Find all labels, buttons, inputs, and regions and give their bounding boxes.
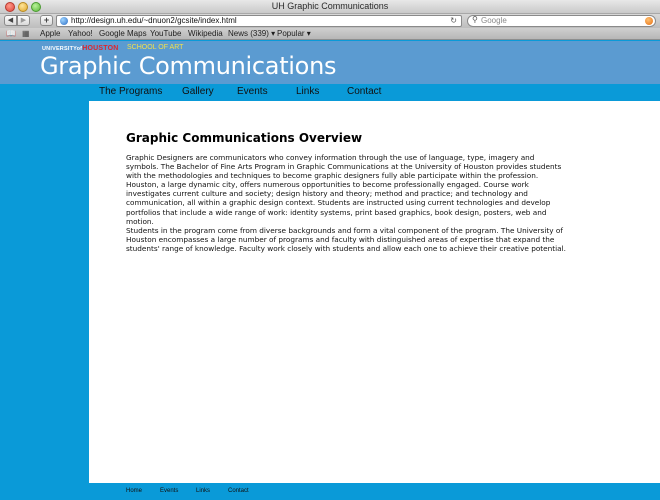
bookmark-google-maps[interactable]: Google Maps <box>99 29 147 38</box>
nav-item-the-programs[interactable]: The Programs <box>99 86 163 97</box>
nav-item-links[interactable]: Links <box>296 86 320 97</box>
plus-icon: + <box>43 15 50 25</box>
bookmarks-bar <box>0 28 660 40</box>
forward-arrow-icon: ▶ <box>20 17 27 24</box>
main-nav <box>0 84 660 101</box>
nav-item-gallery[interactable]: Gallery <box>182 86 214 97</box>
bookmark-yahoo[interactable]: Yahoo! <box>68 29 93 38</box>
nav-item-contact[interactable]: Contact <box>347 86 382 97</box>
overview-text <box>126 153 566 253</box>
footer-link-home[interactable]: Home <box>126 488 143 494</box>
university-prefix: UNIVERSITYof <box>42 46 83 52</box>
university-name: HOUSTON <box>82 45 119 52</box>
content-panel <box>89 101 660 483</box>
reload-icon[interactable]: ↻ <box>450 16 457 25</box>
snapback-icon[interactable] <box>645 17 653 25</box>
back-button[interactable] <box>4 15 17 26</box>
bookmark-wikipedia[interactable]: Wikipedia <box>188 29 223 38</box>
school-of-art-label[interactable]: SCHOOL OF ART <box>127 44 184 51</box>
window-titlebar <box>0 0 660 14</box>
bookmark-news[interactable]: News (339) ▾ <box>228 29 276 38</box>
forward-button[interactable] <box>17 15 30 26</box>
footer-link-contact[interactable]: Contact <box>228 488 249 494</box>
overview-paragraph-2: Students in the program come from diverse backgrounds and form a vital component of the program. The University of Houston encompasses a large number of programs and faculty with distinguished areas of expertise that expand the students' range of knowledge. Faculty work closely with students and allow each one to achieve their creative potential. <box>126 225 566 253</box>
footer-link-links[interactable]: Links <box>196 488 211 494</box>
site-footer <box>0 483 660 500</box>
url-text[interactable]: http://design.uh.edu/~dnuon2/gcsite/index.html <box>71 16 237 25</box>
bookmark-popular[interactable]: Popular ▾ <box>277 29 311 38</box>
book-icon[interactable]: 📖 <box>6 29 16 38</box>
overview-paragraph-1: Graphic Designers are communicators who convey information through the use of language, type, imagery and symbols. The Bachelor of Fine Arts Program in Graphic Communications at the University of Houston provides students with the methodologies and techniques to become graphic designers fully able participate within the profession. Houston, a large dynamic city, offers numerous opportunities to become professionally engaged. Course work investigates current culture and society; design history and theory; method and practice; and technology and communication, all within a graphic design context. Students are instructed using current technologies and develop portfolios that include a wide range of work: identity systems, print based graphics, book design, posters, web and motion. <box>126 153 562 226</box>
site-title[interactable]: Graphic Communications <box>40 52 337 80</box>
grid-icon[interactable]: ▦ <box>22 29 30 38</box>
globe-icon <box>60 17 68 25</box>
bookmark-youtube[interactable]: YouTube <box>150 29 182 38</box>
search-field[interactable] <box>467 15 656 27</box>
window-title: UH Graphic Communications <box>271 1 389 11</box>
nav-item-events[interactable]: Events <box>237 86 268 97</box>
page-title: Graphic Communications Overview <box>126 131 363 145</box>
university-logo[interactable] <box>42 45 118 52</box>
search-placeholder: Google <box>481 16 507 25</box>
address-bar[interactable] <box>56 15 462 27</box>
back-arrow-icon: ◀ <box>7 17 14 24</box>
footer-link-events[interactable]: Events <box>160 488 179 494</box>
browser-toolbar <box>0 14 660 28</box>
add-bookmark-button[interactable] <box>40 15 53 26</box>
bookmark-apple[interactable]: Apple <box>40 29 61 38</box>
search-icon: ⚲ <box>472 15 478 24</box>
site-header <box>0 41 660 84</box>
